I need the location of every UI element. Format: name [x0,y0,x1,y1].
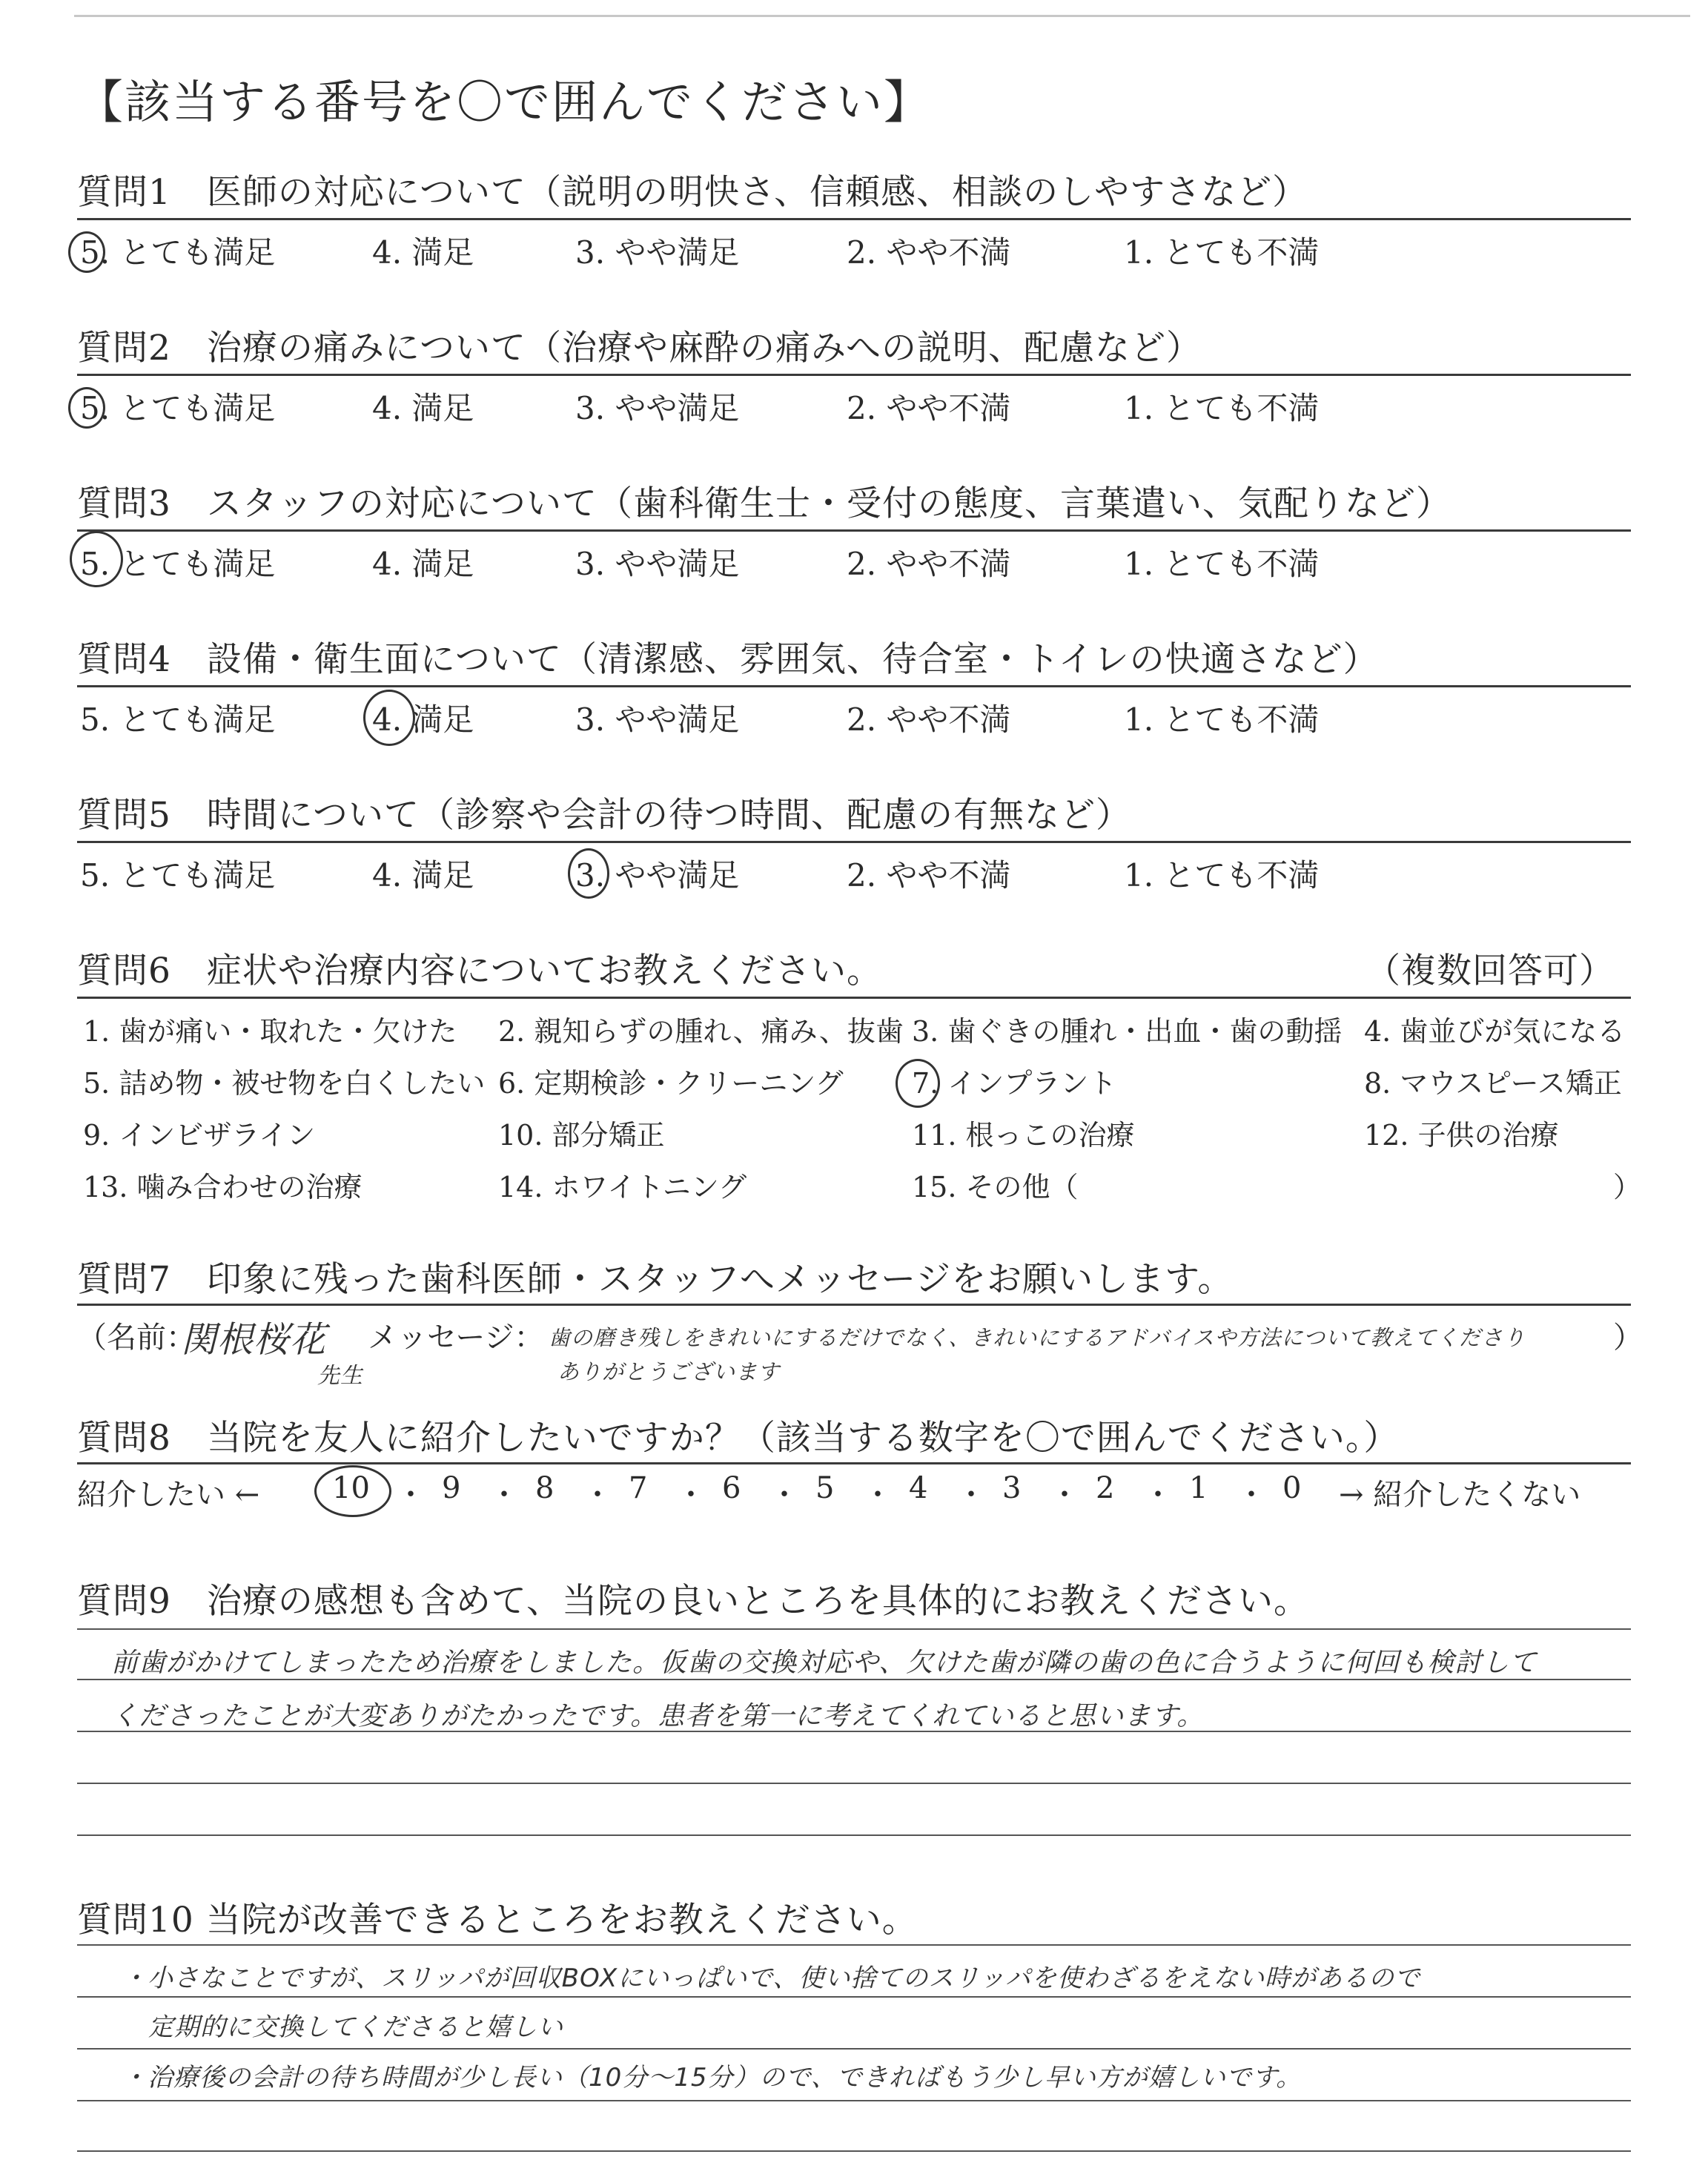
q1-option-2[interactable]: 2. やや不満 [847,234,1011,271]
q6-item-1[interactable]: 1. 歯が痛い・取れた・欠けた [83,1015,457,1048]
q5-selection-circle [568,848,609,899]
q5-option-1[interactable]: 1. とても不満 [1124,857,1320,894]
q3-option-5[interactable]: 5. とても満足 [80,546,276,582]
q7-message-line-1[interactable]: 歯の磨き残しをきれいにするだけでなく、きれいにするアドバイスや方法について教えてくださり [549,1325,1526,1350]
q8-scale-dot: ・ [956,1478,986,1512]
q1-option-1[interactable]: 1. とても不満 [1124,234,1320,271]
q3-option-4[interactable]: 4. 満足 [372,546,474,582]
q8-scale-1[interactable]: 1 [1189,1471,1208,1505]
q1-heading: 質問1 医師の対応について（説明の明快さ、信頼感、相談のしやすさなど） [77,172,1308,213]
q6-other-close-paren: ） [1613,1171,1642,1203]
q7-close-paren: ） [1613,1321,1643,1355]
q4-option-1[interactable]: 1. とても不満 [1124,701,1320,738]
q6-item-11[interactable]: 11. 根っこの治療 [912,1119,1135,1152]
q4-heading: 質問4 設備・衛生面について（清潔感、雰囲気、待合室・トイレの快適さなど） [77,639,1379,680]
q1-selection-circle [68,231,105,273]
q10-rule-4 [77,2100,1631,2101]
q9-rule-4 [77,1783,1631,1784]
q6-item-7[interactable]: 7. インプラント [912,1067,1117,1100]
q4-rule [77,685,1631,687]
q6-item-10[interactable]: 10. 部分矯正 [498,1119,665,1152]
q7-message-line-2[interactable]: ありがとうございます [557,1359,781,1384]
q5-option-2[interactable]: 2. やや不満 [847,857,1011,894]
q10-rule-2 [77,1996,1631,1998]
q2-option-4[interactable]: 4. 満足 [372,390,474,426]
q6-heading: 質問6 症状や治療内容についてお教えください。 [77,951,882,991]
q8-scale-0[interactable]: 0 [1282,1471,1302,1505]
q10-answer-line-1[interactable]: ・小さなことですが、スリッパが回収BOXにいっぱいで、使い捨てのスリッパを使わざるをえない時があるので [122,1964,1421,1993]
scan-edge-line [74,15,1690,17]
q4-option-5[interactable]: 5. とても満足 [80,701,276,738]
q10-rule-5 [77,2150,1631,2152]
q4-option-2[interactable]: 2. やや不満 [847,701,1011,738]
q1-option-5[interactable]: 5. とても満足 [80,234,276,271]
page-title: 【該当する番号を〇で囲んでください】 [77,75,932,129]
q8-rule [77,1462,1631,1464]
q10-rule-3 [77,2048,1631,2050]
q6-item-3[interactable]: 3. 歯ぐきの腫れ・出血・歯の動揺 [912,1015,1343,1048]
q8-scale-8[interactable]: 8 [535,1471,555,1505]
q8-scale-2[interactable]: 2 [1096,1471,1115,1505]
q2-heading: 質問2 治療の痛みについて（治療や麻酔の痛みへの説明、配慮など） [77,328,1202,369]
q8-right-label: → 紹介したくない [1339,1478,1581,1512]
q1-rule [77,218,1631,220]
q8-scale-9[interactable]: 9 [442,1471,461,1505]
q3-option-3[interactable]: 3. やや満足 [575,546,740,582]
q5-option-4[interactable]: 4. 満足 [372,857,474,894]
q5-rule [77,841,1631,843]
q4-selection-circle [363,690,415,746]
q2-option-5[interactable]: 5. とても満足 [80,390,276,426]
q6-item-9[interactable]: 9. インビザライン [83,1119,316,1152]
q8-scale-dot: ・ [1237,1478,1266,1512]
q9-answer-line-2[interactable]: くださったことが大変ありがたかったです。患者を第一に考えてくれていると思います。 [111,1701,1205,1731]
q10-answer-line-3[interactable]: ・治療後の会計の待ち時間が少し長い（10分〜15分）ので、できればもう少し早い方が嬉しいです。 [122,2063,1302,2093]
q1-option-4[interactable]: 4. 満足 [372,234,474,271]
q10-heading: 質問10 当院が改善できるところをお教えください。 [77,1900,918,1941]
q1-option-3[interactable]: 3. やや満足 [575,234,740,271]
q8-scale-dot: ・ [676,1478,706,1512]
q6-item-2[interactable]: 2. 親知らずの腫れ、痛み、抜歯 [498,1015,904,1048]
q6-item-14[interactable]: 14. ホワイトニング [498,1171,747,1203]
q8-scale-dot: ・ [1050,1478,1079,1512]
q6-item-4[interactable]: 4. 歯並びが気になる [1364,1015,1626,1048]
q7-heading: 質問7 印象に残った歯科医師・スタッフへメッセージをお願いします。 [77,1259,1234,1300]
q8-scale-dot: ・ [1143,1478,1173,1512]
q3-rule [77,529,1631,532]
q9-rule-1 [77,1628,1631,1630]
q2-selection-circle [68,387,105,429]
q8-scale-4[interactable]: 4 [909,1471,928,1505]
q8-scale-dot: ・ [863,1478,893,1512]
q7-name-value[interactable]: 関根桜花 [181,1319,327,1361]
q10-rule-1 [77,1944,1631,1946]
q8-left-label: 紹介したい ← [77,1478,260,1512]
q2-option-1[interactable]: 1. とても不満 [1124,390,1320,426]
q6-item-15[interactable]: 15. その他（ [912,1171,1079,1203]
q6-item-5[interactable]: 5. 詰め物・被せ物を白くしたい [83,1067,486,1100]
q6-item-13[interactable]: 13. 噛み合わせの治療 [83,1171,363,1203]
q10-answer-line-2[interactable]: 定期的に交換してくださると嬉しい [148,2012,563,2042]
q8-scale-dot: ・ [396,1478,426,1512]
q6-item-12[interactable]: 12. 子供の治療 [1364,1119,1559,1152]
q9-heading: 質問9 治療の感想も含めて、当院の良いところを具体的にお教えください。 [77,1581,1309,1622]
q2-rule [77,374,1631,376]
q2-option-3[interactable]: 3. やや満足 [575,390,740,426]
q6-item-8[interactable]: 8. マウスピース矯正 [1364,1067,1622,1100]
q7-name-label: （名前： [77,1321,196,1355]
q6-selection-circle [896,1059,940,1108]
q5-option-3[interactable]: 3. やや満足 [575,857,740,894]
q8-scale-dot: ・ [489,1478,519,1512]
q7-rule [77,1304,1631,1306]
q8-scale-6[interactable]: 6 [722,1471,741,1505]
q6-rule [77,997,1631,999]
q5-heading: 質問5 時間について（診察や会計の待つ時間、配慮の有無など） [77,795,1131,836]
q8-scale-dot: ・ [769,1478,799,1512]
q6-note: （複数回答可） [1366,951,1615,991]
q8-scale-5[interactable]: 5 [815,1471,835,1505]
q4-option-4[interactable]: 4. 満足 [372,701,474,738]
q8-scale-7[interactable]: 7 [629,1471,648,1505]
q3-option-1[interactable]: 1. とても不満 [1124,546,1320,582]
q6-item-6[interactable]: 6. 定期検診・クリーニング [498,1067,844,1100]
q8-scale-dot: ・ [583,1478,612,1512]
q7-name-suffix: 先生 [317,1363,363,1389]
q5-option-5[interactable]: 5. とても満足 [80,857,276,894]
q9-rule-5 [77,1834,1631,1836]
q3-heading: 質問3 スタッフの対応について（歯科衛生士・受付の態度、言葉遣い、気配りなど） [77,483,1452,524]
q9-answer-line-1[interactable]: 前歯がかけてしまったため治療をしました。仮歯の交換対応や、欠けた歯が隣の歯の色に合うように何回も検討して [111,1648,1537,1678]
q8-heading: 質問8 当院を友人に紹介したいですか？（該当する数字を〇で囲んでください。） [77,1418,1400,1459]
q8-selection-circle [314,1465,391,1517]
q8-scale-3[interactable]: 3 [1002,1471,1022,1505]
q4-option-3[interactable]: 3. やや満足 [575,701,740,738]
q8-scale-10[interactable]: 10 [332,1471,370,1505]
q2-option-2[interactable]: 2. やや不満 [847,390,1011,426]
q3-selection-circle [70,531,123,587]
q7-message-label: メッセージ： [368,1321,544,1355]
q3-option-2[interactable]: 2. やや不満 [847,546,1011,582]
